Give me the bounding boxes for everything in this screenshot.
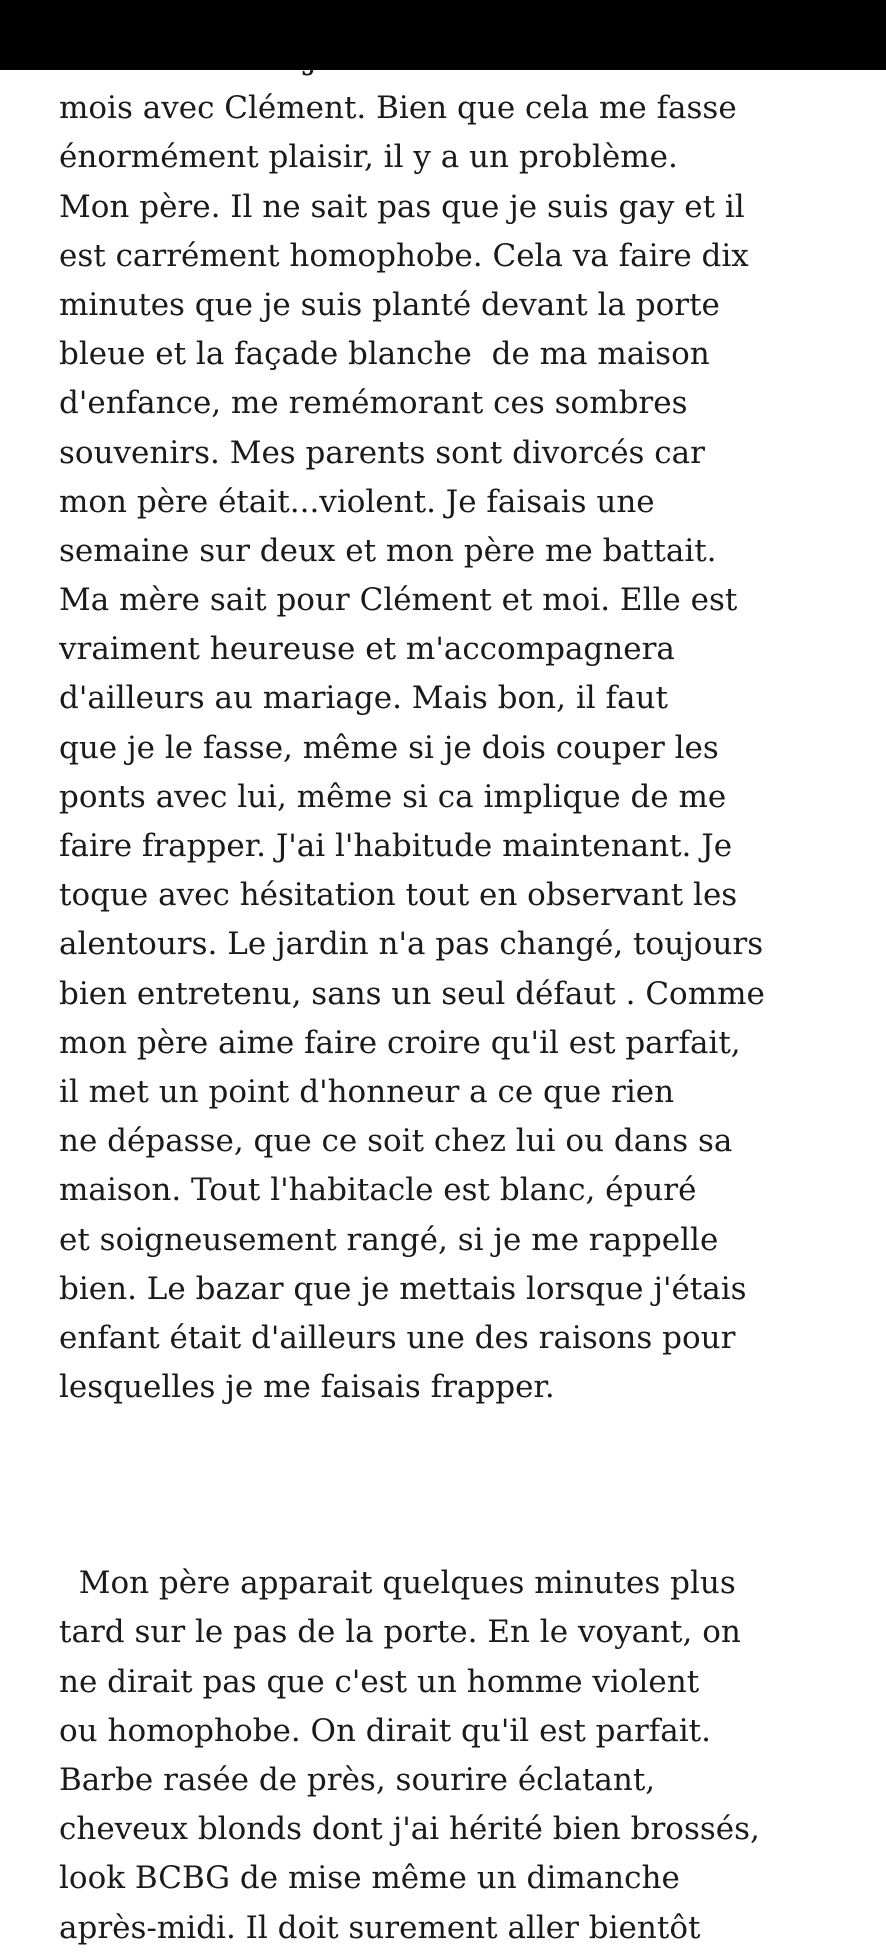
text-line: d'enfance, me remémorant ces sombres xyxy=(59,385,688,422)
status-bar xyxy=(0,0,886,70)
text-line: d'ailleurs au mariage. Mais bon, il faut xyxy=(59,680,668,717)
paragraph-2 xyxy=(59,1559,859,1953)
text-line: souvenirs. Mes parents sont divorcés car xyxy=(59,434,705,471)
text-line: énormément plaisir, il y a un problème. xyxy=(59,139,678,176)
text-line: Mon père apparait quelques minutes plus xyxy=(59,1565,736,1602)
text-line: ne dirait pas que c'est un homme violent xyxy=(59,1663,700,1700)
text-line: ou homophobe. On dirait qu'il est parfait. xyxy=(59,1712,711,1749)
text-line: mon père aime faire croire qu'il est parfait, xyxy=(59,1024,741,1061)
text-line: toque avec hésitation tout en observant les xyxy=(59,877,738,914)
text-line: bien. Le bazar que je mettais lorsque j'étais xyxy=(59,1270,747,1307)
text-line: maison. Tout l'habitacle est blanc, épuré xyxy=(59,1172,697,1209)
text-line: mon père était...violent. Je faisais une xyxy=(59,483,655,520)
text-line: ponts avec lui, même si ca implique de me xyxy=(59,778,727,815)
story-text[interactable] xyxy=(59,35,859,1953)
text-line: faire frapper. J'ai l'habitude maintenant. Je xyxy=(59,828,733,864)
text-line: est carrément homophobe. Cela va faire dix xyxy=(59,237,749,274)
text-line: tard sur le pas de la porte. En le voyant, on xyxy=(59,1614,741,1651)
text-line: bien entretenu, sans un seul défaut . Comme xyxy=(59,975,765,1012)
text-line: vraiment heureuse et m'accompagnera xyxy=(59,631,675,668)
text-line: minutes que je suis planté devant la porte xyxy=(59,286,720,323)
text-line: lesquelles je me faisais frapper. xyxy=(59,1369,555,1406)
text-line: il met un point d'honneur a ce que rien xyxy=(59,1073,675,1110)
text-line: Mon père. Il ne sait pas que je suis gay et il xyxy=(59,188,745,225)
text-line: Ma mère sait pour Clément et moi. Elle est xyxy=(59,582,738,619)
text-line: cheveux blonds dont j'ai hérité bien brossés, xyxy=(59,1811,760,1848)
paragraph-gap xyxy=(59,1412,859,1559)
text-line: après-midi. Il doit surement aller bientôt xyxy=(59,1909,701,1946)
text-line: et soigneusement rangé, si je me rappelle xyxy=(59,1221,719,1258)
text-line: enfant était d'ailleurs une des raisons pour xyxy=(59,1319,736,1356)
text-line: look BCBG de mise même un dimanche xyxy=(59,1860,680,1897)
text-line: ne dépasse, que ce soit chez lui ou dans sa xyxy=(59,1123,733,1160)
text-line: mois avec Clément. Bien que cela me fasse xyxy=(59,90,737,127)
text-line: bleue et la façade blanche de ma maison xyxy=(59,336,710,373)
paragraph-1 xyxy=(59,35,859,1412)
text-line: que je le fasse, même si je dois couper les xyxy=(59,729,719,766)
text-line: alentours. Le jardin n'a pas changé, toujours xyxy=(59,926,764,963)
text-line: semaine sur deux et mon père me battait. xyxy=(59,532,717,569)
text-line: Barbe rasée de près, sourire éclatant, xyxy=(59,1762,656,1798)
